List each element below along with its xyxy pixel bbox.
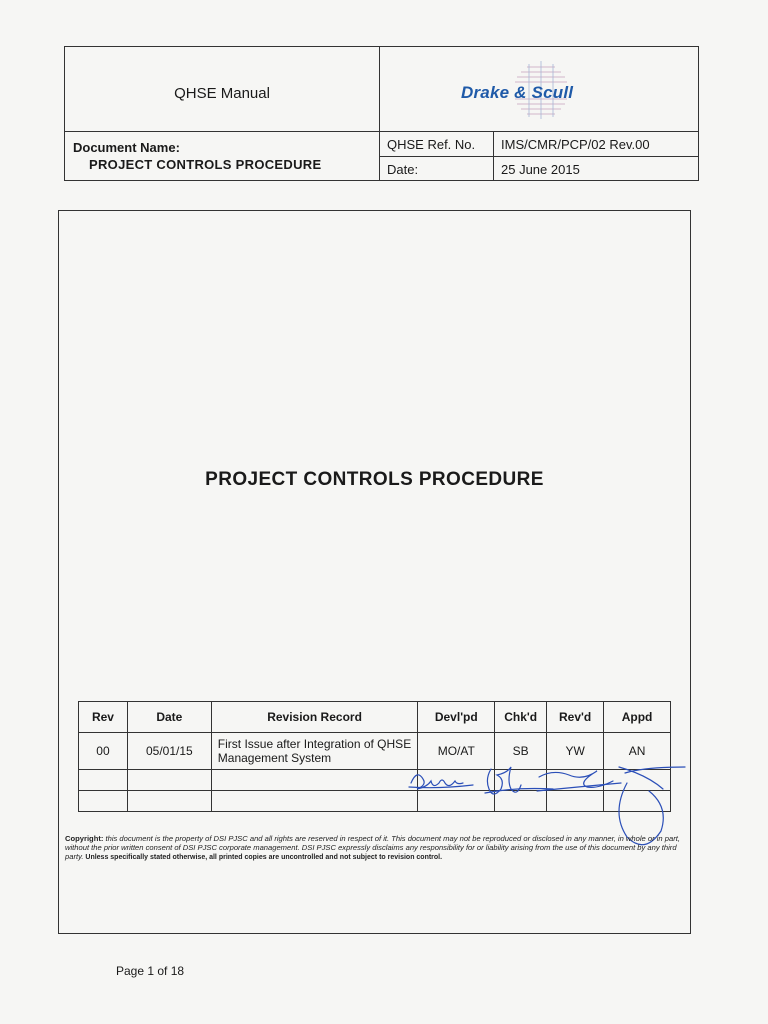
col-header-date: Date (127, 702, 211, 733)
cell-empty (211, 770, 418, 791)
qhse-ref-label: QHSE Ref. No. (387, 137, 476, 152)
page-number: Page 1 of 18 (116, 964, 185, 978)
document-title: PROJECT CONTROLS PROCEDURE (205, 469, 544, 490)
col-header-rev: Rev (79, 702, 128, 733)
logo-text: Drake & Scull (461, 83, 574, 102)
copyright-label: Copyright: (65, 834, 104, 843)
col-header-checked: Chk'd (495, 702, 547, 733)
table-row (79, 791, 671, 812)
cell-empty (79, 770, 128, 791)
cell-date: 05/01/15 (127, 733, 211, 770)
cell-revision-record: First Issue after Integration of QHSE Management System (211, 733, 418, 770)
col-header-revision-record: Revision Record (211, 702, 418, 733)
cell-empty (547, 791, 604, 812)
table-row (79, 733, 671, 770)
qhse-ref-value: IMS/CMR/PCP/02 Rev.00 (501, 137, 650, 152)
col-header-reviewed: Rev'd (547, 702, 604, 733)
document-name-value: PROJECT CONTROLS PROCEDURE (89, 157, 322, 172)
revision-table (78, 701, 671, 812)
cell-empty (495, 770, 547, 791)
cell-empty (211, 791, 418, 812)
cell-reviewed: YW (547, 733, 604, 770)
cell-empty (604, 791, 671, 812)
cell-empty (547, 770, 604, 791)
cell-empty (495, 791, 547, 812)
cell-empty (127, 791, 211, 812)
company-logo (379, 59, 699, 129)
copyright-notice (65, 834, 684, 863)
cell-empty (79, 791, 128, 812)
date-value: 25 June 2015 (501, 162, 580, 177)
col-header-approved: Appd (604, 702, 671, 733)
cell-rev: 00 (79, 733, 128, 770)
cell-developed: MO/AT (418, 733, 495, 770)
cell-empty (418, 770, 495, 791)
document-name-label: Document Name: (73, 140, 180, 155)
cell-empty (127, 770, 211, 791)
cover-frame (58, 210, 691, 934)
date-label: Date: (387, 162, 419, 177)
cell-checked: SB (495, 733, 547, 770)
revision-table-header (79, 702, 671, 733)
table-row (79, 770, 671, 791)
copyright-uncontrolled-note: Unless specifically stated otherwise, all printed copies are uncontrolled and not subject to revision control. (83, 854, 443, 862)
document-header-table (64, 46, 699, 181)
manual-title: QHSE Manual (174, 85, 270, 102)
signatures (59, 211, 692, 935)
copyright-text: this document is the property of DSI PJSC and all rights are reserved in respect of it. This document may not be reproduced or disclosed in any manner, in whole or in part, without the prior written consent of DSI PJSC corporate management. DSI PJSC expressly disclaims any responsibility for or liability arising from the use of this document by any third party. (65, 834, 680, 862)
cell-approved: AN (604, 733, 671, 770)
cell-empty (418, 791, 495, 812)
cell-empty (604, 770, 671, 791)
col-header-developed: Devl'pd (418, 702, 495, 733)
